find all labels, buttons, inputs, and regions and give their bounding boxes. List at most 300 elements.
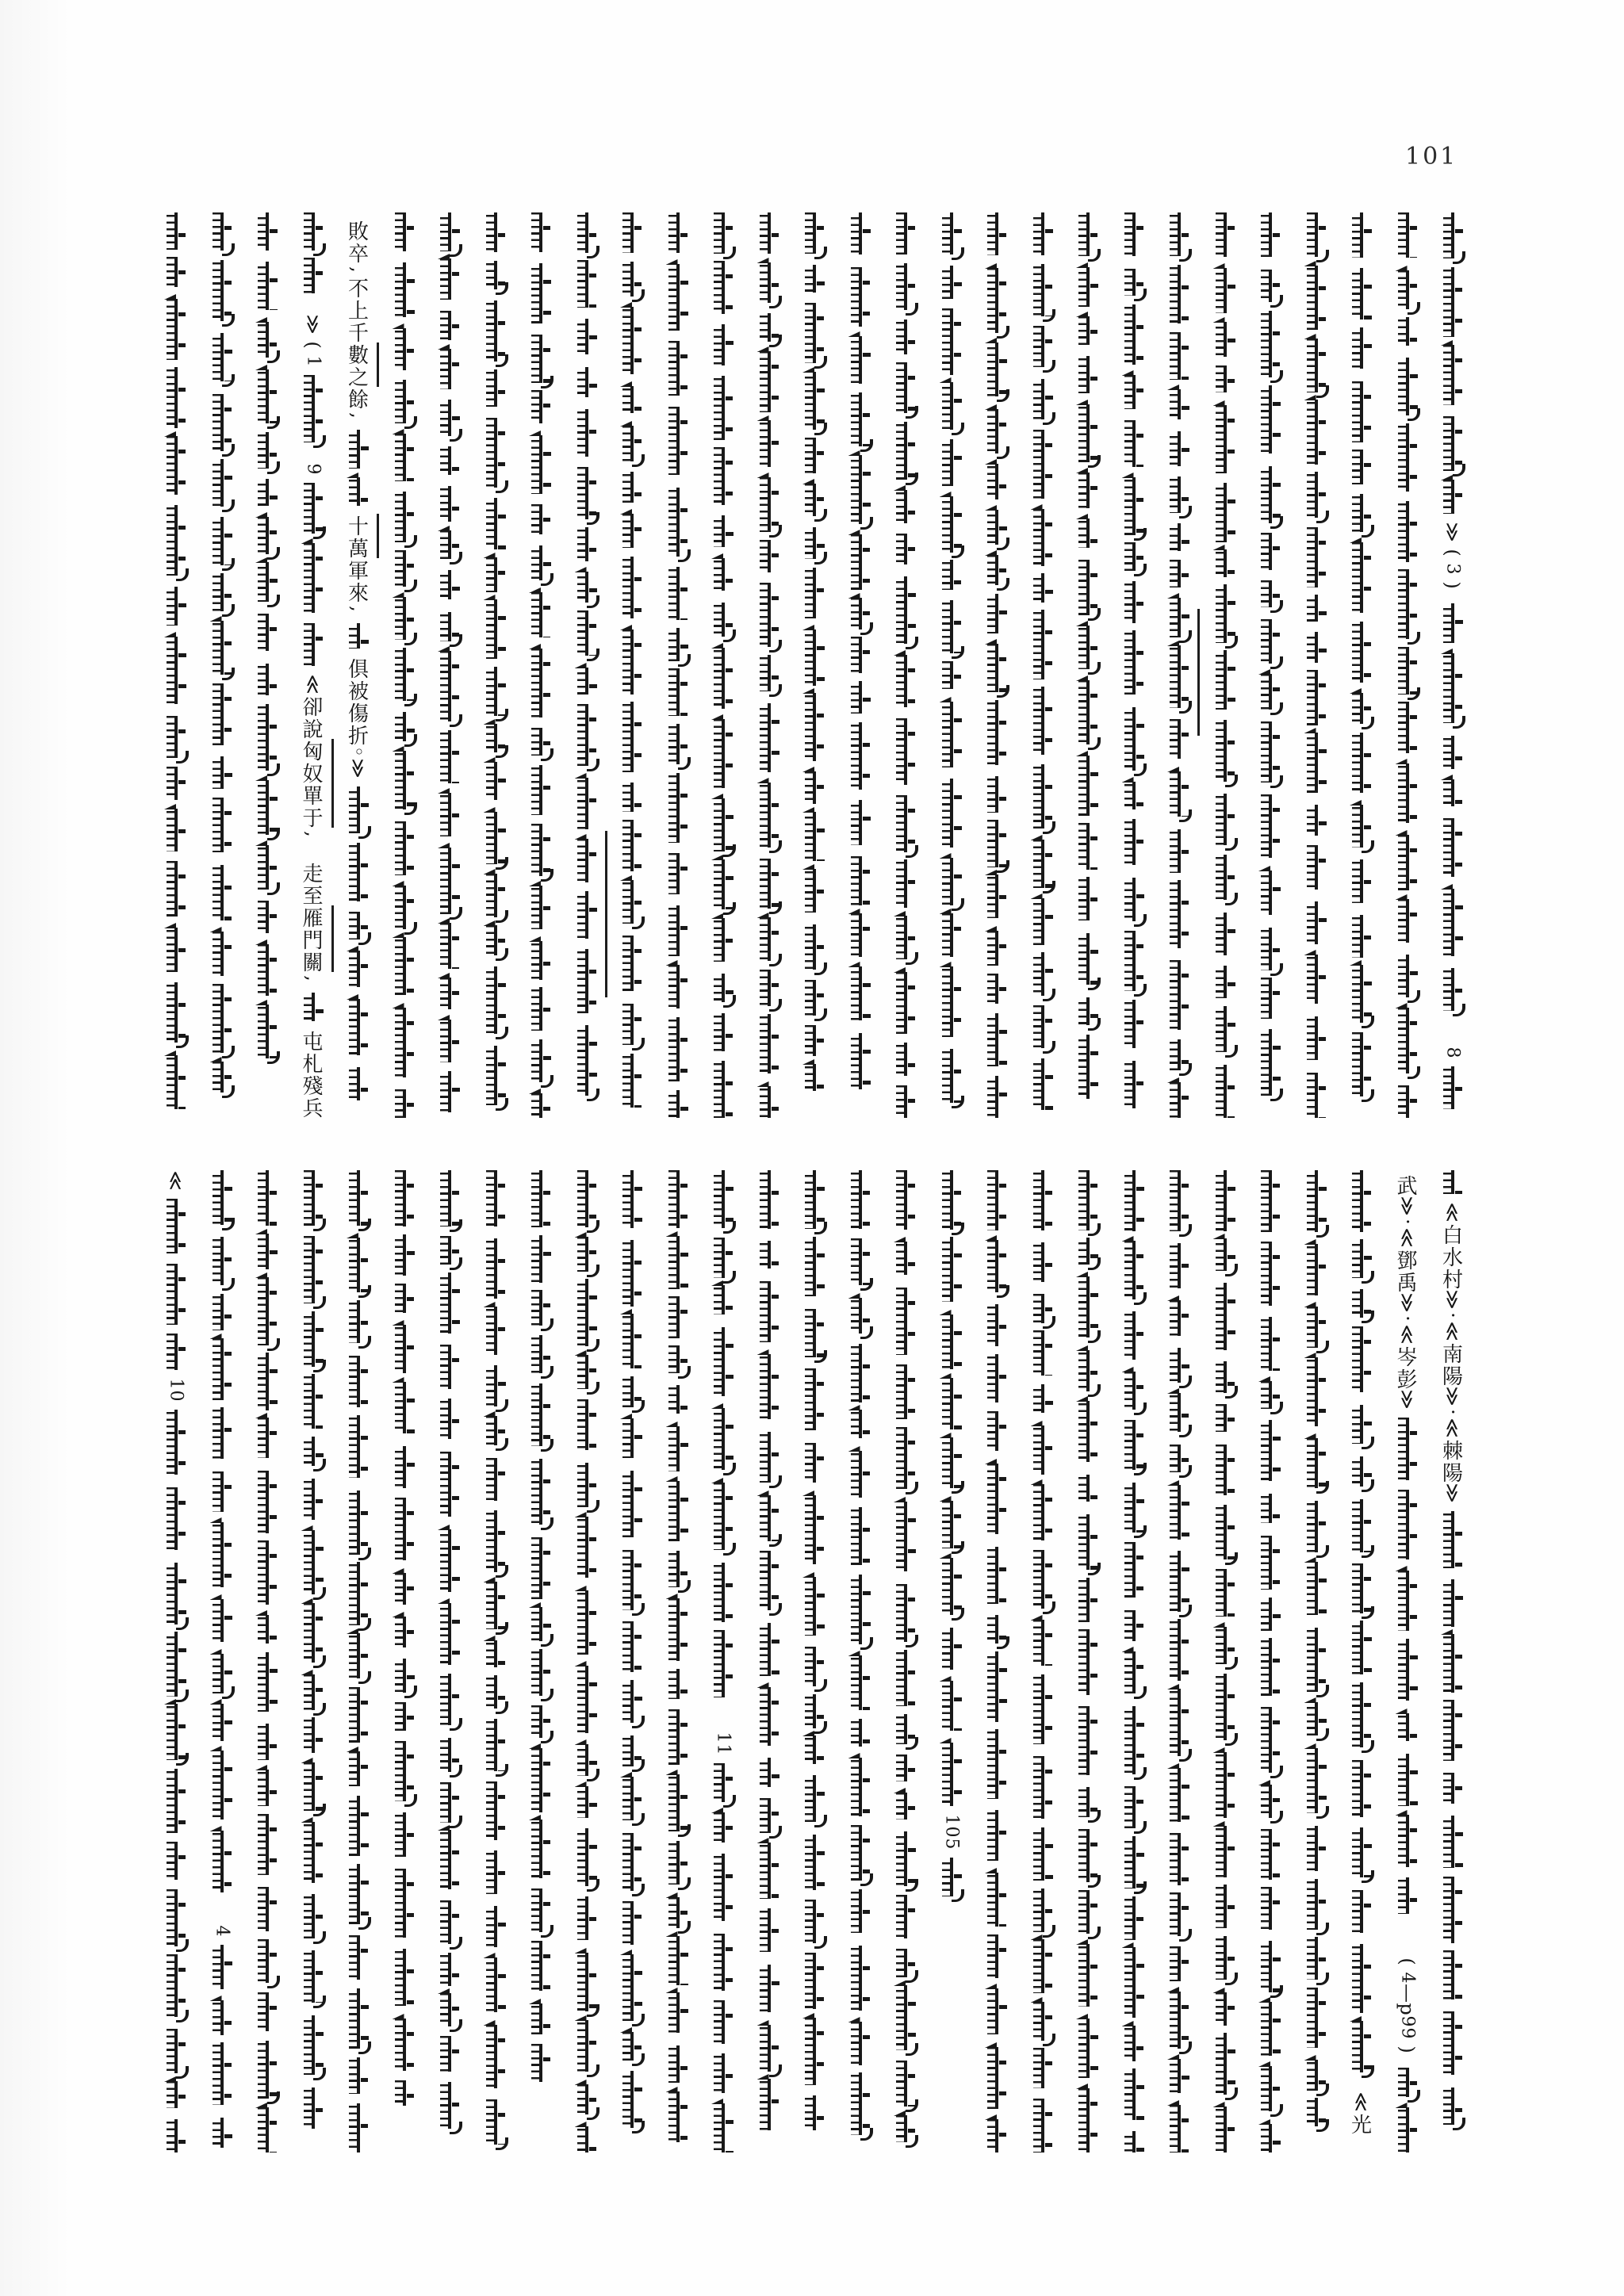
mongolian-word: [664, 773, 692, 843]
mongolian-word: [618, 1314, 646, 1368]
mongolian-word: [1120, 782, 1148, 809]
mongolian-word: [846, 1946, 875, 2011]
mongolian-word: [664, 1426, 692, 1471]
text-column-1-3: [253, 212, 282, 1085]
mongolian-word: [1211, 365, 1239, 392]
mongolian-word: [1438, 212, 1467, 258]
text-column-1-29: [1438, 212, 1467, 1118]
mongolian-word: [344, 1864, 373, 1924]
inline-chinese-quote: [299, 1029, 327, 1121]
mongolian-word: [937, 1558, 966, 1615]
mongolian-word: [709, 1238, 737, 1278]
mongolian-word: [1074, 1401, 1102, 1462]
glyph: 0: [941, 1826, 961, 1838]
mongolian-word: [435, 570, 464, 599]
mongolian-word: [891, 576, 920, 644]
mongolian-word: [1120, 375, 1148, 409]
mongolian-word: [755, 1551, 783, 1610]
mongolian-word: [664, 724, 692, 764]
mongolian-word: [208, 984, 236, 1053]
mongolian-word: [162, 1769, 190, 1833]
mongolian-word: [846, 637, 875, 673]
mongolian-word: [573, 260, 601, 308]
mongolian-word: [162, 1487, 190, 1550]
mongolian-word: [891, 916, 920, 959]
mongolian-word: [709, 1327, 737, 1396]
proper-noun-mark: [377, 514, 379, 558]
mongolian-word: [1302, 1170, 1331, 1232]
mongolian-word: [1347, 450, 1376, 484]
text-column-2-6: [390, 1170, 419, 2106]
mongolian-word: [1074, 877, 1102, 920]
mongolian-word: [435, 848, 464, 914]
mongolian-word: [1120, 581, 1148, 623]
mongolian-word: [1393, 702, 1422, 753]
mongolian-word: [299, 1674, 327, 1710]
mongolian-word: [982, 644, 1011, 692]
mongolian-word: [891, 795, 920, 852]
mongolian-word: [1120, 1896, 1148, 1940]
glyph: 5: [941, 1838, 961, 1850]
mongolian-word: [390, 328, 419, 370]
mongolian-word: [937, 913, 966, 957]
mongolian-word: [299, 1762, 327, 1811]
mongolian-word: [982, 212, 1011, 255]
mongolian-word: [1165, 476, 1193, 513]
text-column-1-26: [1302, 212, 1331, 1118]
mongolian-word: [618, 1004, 646, 1045]
mongolian-word: [573, 1744, 601, 1776]
mongolian-word: [1302, 1628, 1331, 1692]
mongolian-word: [162, 1563, 190, 1624]
mongolian-word: [253, 2041, 282, 2099]
mongolian-word: [800, 1064, 829, 1091]
mongolian-word: [846, 966, 875, 1020]
mongolian-word: [755, 351, 783, 412]
mongolian-word: [253, 1540, 282, 1605]
mongolian-word: [1302, 1357, 1331, 1426]
mongolian-word: [1074, 1578, 1102, 1622]
glyph: ,: [347, 266, 370, 273]
mongolian-word: [1211, 405, 1239, 473]
inline-number-token: [937, 1814, 966, 1850]
mongolian-word: [481, 966, 510, 1034]
mongolian-word: [709, 1408, 737, 1470]
text-column-1-16: [846, 212, 875, 1118]
mongolian-word: [481, 724, 510, 752]
inline-chinese-quote: [344, 656, 373, 779]
mongolian-word: [573, 1953, 601, 2011]
glyph: 1: [166, 1378, 186, 1390]
mongolian-word: [1120, 1061, 1148, 1108]
mongolian-word: [982, 1076, 1011, 1118]
mongolian-word: [573, 704, 601, 766]
mongolian-word: [937, 1628, 966, 1670]
mongolian-word: [1256, 1242, 1285, 1306]
mongolian-word: [709, 212, 737, 254]
mongolian-word: [527, 649, 555, 718]
mongolian-word: [709, 1061, 737, 1118]
mongolian-word: [1165, 1689, 1193, 1756]
glyph: 0: [166, 1390, 186, 1402]
mongolian-word: [481, 667, 510, 716]
mongolian-word: [435, 1345, 464, 1389]
mongolian-word: [573, 778, 601, 829]
mongolian-word: [800, 303, 829, 363]
glyph: ,: [347, 606, 370, 612]
mongolian-word: [709, 1934, 737, 1991]
mongolian-word: [709, 558, 737, 591]
mongolian-word: [1393, 835, 1422, 890]
text-column-1-21: [1074, 212, 1102, 1118]
mongolian-word: [1393, 955, 1422, 997]
band-1: [0, 212, 1624, 1121]
mongolian-word: [846, 1719, 875, 1747]
mongolian-word: [1165, 1485, 1193, 1540]
mongolian-word: [253, 2107, 282, 2152]
glyph: 單: [302, 784, 324, 809]
mongolian-word: [664, 1709, 692, 1765]
mongolian-word: [618, 936, 646, 991]
mongolian-word: [1165, 1619, 1193, 1681]
mongolian-word: [481, 212, 510, 252]
mongolian-word: [891, 859, 920, 908]
mongolian-word: [162, 2119, 190, 2152]
mongolian-word: [1165, 880, 1193, 948]
text-column-1-1: [162, 212, 190, 1118]
mongolian-word: [253, 1992, 282, 2031]
mongolian-word: [573, 949, 601, 1013]
mongolian-word: [1302, 670, 1331, 725]
inline-chinese-quote: [299, 674, 327, 840]
mongolian-word: [891, 1831, 920, 1886]
glyph: 萬: [347, 537, 369, 561]
mongolian-word: [390, 2019, 419, 2071]
mongolian-word: [527, 765, 555, 815]
mongolian-word: [1256, 1420, 1285, 1481]
mongolian-word: [709, 447, 737, 505]
mongolian-word: [891, 1242, 920, 1275]
mongolian-word: [162, 716, 190, 758]
mongolian-word: [755, 1495, 783, 1541]
mongolian-word: [800, 2018, 829, 2085]
mongolian-word: [208, 394, 236, 451]
glyph: 千: [347, 321, 369, 346]
mongolian-word: [937, 1681, 966, 1731]
mongolian-word: [891, 422, 920, 480]
glyph: 來: [347, 581, 369, 606]
mongolian-word: [846, 1451, 875, 1498]
glyph: ≪: [165, 1170, 187, 1191]
glyph: 傷: [347, 702, 369, 726]
inline-number-token: [1438, 1047, 1467, 1058]
mongolian-word: [1028, 1384, 1057, 1413]
mongolian-word: [253, 1939, 282, 1983]
mongolian-word: [982, 594, 1011, 633]
glyph: 走: [302, 862, 324, 886]
glyph: ,: [347, 412, 370, 419]
mongolian-word: [800, 1735, 829, 1764]
mongolian-word: [982, 555, 1011, 585]
mongolian-word: [162, 1889, 190, 1946]
mongolian-word: [618, 1901, 646, 1945]
mongolian-word: [1165, 1551, 1193, 1612]
glyph: 上: [347, 299, 369, 323]
mongolian-word: [846, 1033, 875, 1089]
mongolian-word: [1028, 1756, 1057, 1819]
mongolian-word: [664, 1669, 692, 1699]
mongolian-word: [1347, 1032, 1376, 1096]
mongolian-word: [573, 212, 601, 253]
mongolian-word: [846, 392, 875, 446]
mongolian-word: [1028, 1888, 1057, 1932]
mongolian-word: [208, 1831, 236, 1892]
mongolian-word: [481, 599, 510, 659]
mongolian-word: [1347, 1944, 1376, 2013]
mongolian-word: [1256, 2066, 1285, 2111]
mongolian-word: [573, 2020, 601, 2072]
mongolian-word: [390, 1170, 419, 1226]
text-column-2-12: [664, 1170, 692, 2152]
mongolian-word: [1074, 1238, 1102, 1265]
mongolian-word: [1028, 379, 1057, 419]
mongolian-word: [1302, 805, 1331, 836]
mongolian-word: [800, 484, 829, 516]
mongolian-word: [891, 1650, 920, 1706]
mongolian-word: [253, 614, 282, 651]
mongolian-word: [1074, 1787, 1102, 1817]
glyph: 至: [302, 884, 324, 909]
mongolian-word: [1074, 519, 1102, 548]
mongolian-word: [253, 1724, 282, 1760]
mongolian-word: [1438, 779, 1467, 806]
mongolian-word: [344, 2057, 373, 2094]
mongolian-word: [755, 477, 783, 532]
mongolian-word: [1438, 1066, 1467, 1109]
mongolian-word: [208, 683, 236, 745]
mongolian-word: [344, 843, 373, 901]
mongolian-word: [1302, 1748, 1331, 1813]
mongolian-word: [709, 2103, 737, 2152]
text-column-1-5: [344, 212, 373, 1118]
mongolian-word: [1438, 2011, 1467, 2075]
mongolian-word: [162, 367, 190, 428]
mongolian-word: [755, 420, 783, 467]
mongolian-word: [846, 2022, 875, 2065]
mongolian-word: [481, 812, 510, 864]
mongolian-word: [208, 2118, 236, 2148]
mongolian-word: [618, 1054, 646, 1108]
mongolian-word: [299, 1530, 327, 1594]
glyph: 雁: [302, 906, 324, 931]
mongolian-word: [1028, 764, 1057, 828]
proper-noun-mark: [331, 905, 334, 972]
mongolian-word: [1438, 1950, 1467, 1999]
mongolian-word: [208, 1338, 236, 1400]
mongolian-word: [435, 730, 464, 783]
mongolian-word: [573, 409, 601, 457]
text-column-1-8: [481, 212, 510, 1118]
mongolian-word: [1347, 622, 1376, 683]
mongolian-word: [1256, 721, 1285, 783]
mongolian-word: [1347, 327, 1376, 369]
mongolian-word: [1211, 1885, 1239, 1928]
mongolian-word: [208, 1170, 236, 1225]
mongolian-word: [1347, 542, 1376, 613]
mongolian-word: [709, 1630, 737, 1697]
mongolian-word: [208, 260, 236, 321]
mongolian-word: [891, 1714, 920, 1744]
mongolian-word: [573, 2126, 601, 2152]
inline-chinese-quote: [344, 514, 373, 615]
mongolian-word: [481, 557, 510, 592]
glyph: 1: [713, 1743, 733, 1755]
mongolian-word: [1211, 1627, 1239, 1664]
mongolian-word: [1256, 1381, 1285, 1409]
text-column-1-9: [527, 212, 555, 1118]
mongolian-word: [846, 598, 875, 629]
text-column-1-13: [709, 212, 737, 1118]
mongolian-word: [573, 1170, 601, 1227]
mongolian-word: [208, 2042, 236, 2105]
mongolian-word: [755, 540, 783, 572]
mongolian-word: [846, 1758, 875, 1816]
mongolian-word: [664, 1481, 692, 1541]
mongolian-word: [299, 1479, 327, 1520]
mongolian-word: [1256, 1536, 1285, 1590]
glyph: 村: [1442, 1268, 1463, 1292]
mongolian-word: [1438, 1877, 1467, 1943]
mongolian-word: [891, 1043, 920, 1076]
text-column-1-2: [208, 212, 236, 1118]
mongolian-word: [435, 212, 464, 251]
mongolian-word: [937, 1501, 966, 1548]
inline-number-token: [1393, 1951, 1422, 2060]
mongolian-word: [481, 1458, 510, 1501]
mongolian-word: [1028, 1939, 1057, 1993]
glyph: 兵: [302, 1096, 324, 1121]
glyph: 1: [941, 1814, 961, 1826]
mongolian-word: [937, 661, 966, 689]
mongolian-word: [162, 1410, 190, 1475]
glyph: p: [1396, 2003, 1419, 2015]
mongolian-word: [846, 267, 875, 327]
mongolian-word: [1438, 267, 1467, 337]
mongolian-word: [664, 264, 692, 331]
text-column-1-6: [390, 212, 419, 1118]
text-column-1-15: [800, 212, 829, 1093]
mongolian-word: [937, 1170, 966, 1230]
mongolian-word: [1165, 719, 1193, 759]
mongolian-word: [527, 824, 555, 876]
mongolian-word: [481, 1582, 510, 1629]
glyph: ◦: [347, 745, 370, 758]
mongolian-word: [1256, 2002, 1285, 2056]
text-column-1-28: [1393, 212, 1422, 1118]
mongolian-word: [664, 853, 692, 894]
mongolian-word: [982, 931, 1011, 966]
mongolian-word: [1120, 1706, 1148, 1774]
mongolian-word: [937, 212, 966, 254]
mongolian-word: [800, 771, 829, 804]
mongolian-word: [982, 1240, 1011, 1292]
mongolian-word: [435, 923, 464, 969]
mongolian-word: [162, 1954, 190, 2017]
mongolian-word: [1211, 268, 1239, 313]
mongolian-word: [618, 1240, 646, 1307]
mongolian-word: [1393, 569, 1422, 639]
mongolian-word: [253, 845, 282, 890]
mongolian-word: [891, 1427, 920, 1489]
mongolian-word: [573, 1590, 601, 1655]
mongolian-word: [800, 1170, 829, 1229]
mongolian-word: [1028, 1674, 1057, 1744]
glyph: 南: [1442, 1342, 1463, 1367]
mongolian-word: [846, 722, 875, 790]
mongolian-word: [1074, 1514, 1102, 1570]
mongolian-word: [162, 861, 190, 916]
mongolian-word: [390, 1382, 419, 1433]
mongolian-word: [390, 1949, 419, 2006]
glyph: —: [1396, 1984, 1419, 2003]
mongolian-word: [755, 655, 783, 691]
glyph: ≫: [1396, 1196, 1419, 1216]
mongolian-word: [390, 2080, 419, 2106]
mongolian-word: [755, 1623, 783, 1676]
mongolian-word: [1165, 1992, 1193, 2049]
mongolian-word: [253, 944, 282, 996]
mongolian-word: [982, 1810, 1011, 1861]
mongolian-word: [709, 1285, 737, 1314]
mongolian-word: [846, 1238, 875, 1285]
inline-number-token: [299, 314, 327, 367]
mongolian-word: [1393, 358, 1422, 415]
mongolian-word: [162, 436, 190, 495]
mongolian-word: [755, 1014, 783, 1073]
mongolian-word: [1211, 1361, 1239, 1393]
mongolian-word: [390, 648, 419, 701]
mongolian-word: [208, 1751, 236, 1820]
mongolian-word: [982, 874, 1011, 918]
mongolian-word: [1302, 1307, 1331, 1348]
mongolian-word: [208, 798, 236, 852]
mongolian-word: [982, 820, 1011, 867]
mongolian-word: [1165, 2105, 1193, 2152]
mongolian-word: [618, 783, 646, 812]
mongolian-word: [1347, 1563, 1376, 1613]
text-column-1-14: [755, 212, 783, 1118]
mongolian-word: [846, 1344, 875, 1402]
mongolian-word: [390, 1446, 419, 1488]
mongolian-word: [1165, 598, 1193, 637]
glyph: (: [1396, 1957, 1419, 1965]
mongolian-word: [481, 300, 510, 362]
mongolian-word: [709, 1854, 737, 1921]
mongolian-word: [755, 212, 783, 254]
glyph: ≫: [301, 314, 324, 335]
text-column-2-27: [1347, 1170, 1376, 2152]
mongolian-word: [253, 1277, 282, 1345]
mongolian-word: [755, 262, 783, 303]
mongolian-word: [664, 965, 692, 1008]
mongolian-word: [755, 1965, 783, 2012]
text-column-2-4: [299, 1170, 327, 2152]
mongolian-word: [435, 446, 464, 475]
mongolian-word: [618, 1170, 646, 1228]
mongolian-word: [755, 1281, 783, 1342]
mongolian-word: [299, 2015, 327, 2075]
mongolian-word: [1302, 1073, 1331, 1118]
